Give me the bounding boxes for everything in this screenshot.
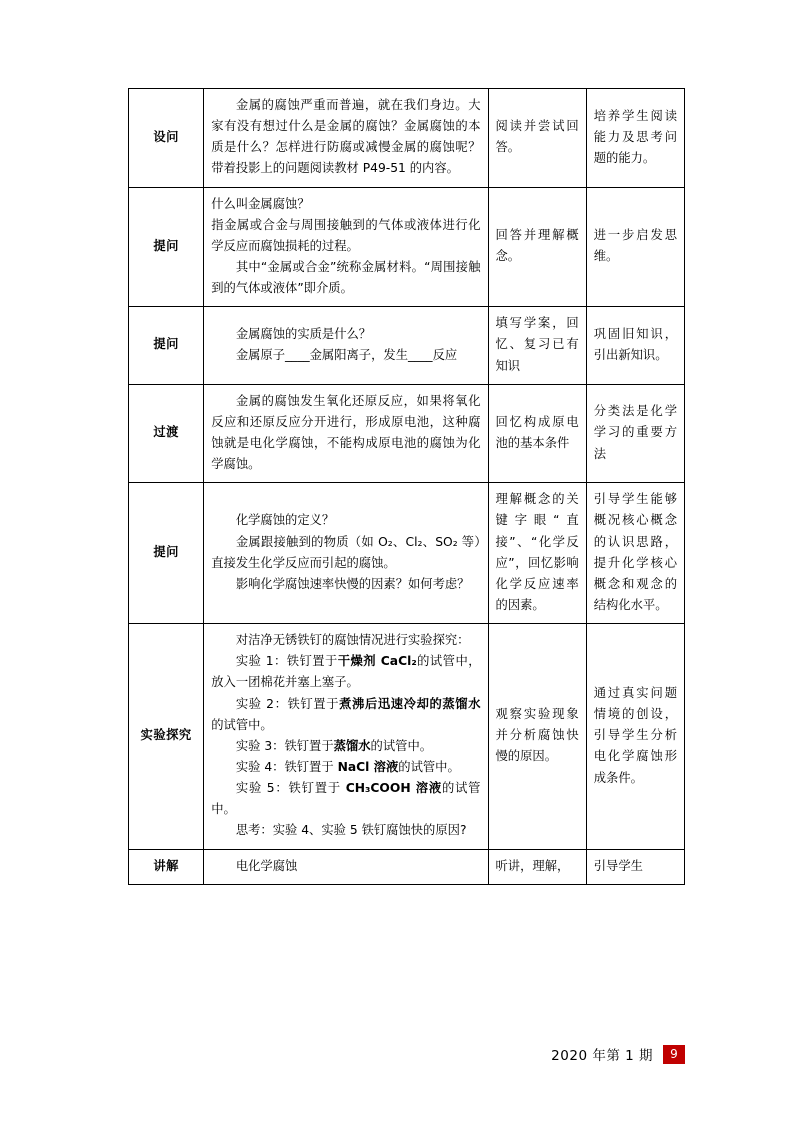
table-row [129, 849, 685, 884]
content-cell [204, 307, 488, 384]
content-cell [204, 624, 488, 849]
table-row [129, 483, 685, 624]
content-paragraph: 金属腐蚀的实质是什么？ [235, 326, 372, 341]
design-intent-cell [586, 187, 684, 307]
content-paragraph-experiment-4: 实验 4：铁钉置于 NaCl 溶液的试管中。 [235, 759, 460, 774]
content-paragraph-experiment-3: 实验 3：铁钉置于蒸馏水的试管中。 [235, 738, 433, 753]
student-activity-cell [488, 307, 586, 384]
content-paragraph: 电化学腐蚀 [235, 858, 298, 873]
content-cell [204, 89, 488, 188]
lesson-plan-table [128, 88, 685, 885]
design-intent-cell [586, 384, 684, 483]
stage-cell: 提问 [129, 307, 204, 384]
table-row [129, 187, 685, 307]
content-paragraph-question: 思考：实验 4、实验 5 铁钉腐蚀快的原因? [235, 823, 467, 838]
table-body [129, 89, 685, 885]
design-intent-cell [586, 483, 684, 624]
design-intent-text: 培养学生阅读能力及思考问题的能力。 [593, 108, 677, 165]
content-cell [204, 187, 488, 307]
content-paragraph: 金属原子____金属阳离子，发生____反应 [235, 347, 458, 362]
student-activity-text: 回忆构成原电池的基本条件 [495, 414, 579, 450]
stage-cell: 提问 [129, 187, 204, 307]
issue-label: 2020 年第 1 期 [551, 1048, 653, 1064]
student-activity-cell [488, 483, 586, 624]
table-row [129, 89, 685, 188]
student-activity-cell [488, 849, 586, 884]
student-activity-cell [488, 187, 586, 307]
design-intent-cell [586, 849, 684, 884]
design-intent-text: 进一步启发思维。 [593, 228, 677, 264]
design-intent-text: 引导学生 [593, 858, 643, 873]
stage-cell: 提问 [129, 483, 204, 624]
content-paragraph: 金属跟接触到的物质（如 O₂、Cl₂、SO₂ 等）直接发生化学反应而引起的腐蚀。 [211, 534, 481, 570]
content-paragraph: 影响化学腐蚀速率快慢的因素？如何考虑？ [235, 576, 470, 591]
content-paragraph-experiment-1: 实验 1：铁钉置于干燥剂 CaCl₂的试管中，放入一团棉花并塞上塞子。 [211, 654, 481, 690]
student-activity-text: 理解概念的关键字眼“直接”、“化学反应”，回忆影响化学反应速率的因素。 [495, 492, 579, 612]
design-intent-text: 引导学生能够概况核心概念的认识思路，提升化学核心概念和观念的结构化水平。 [593, 492, 677, 612]
student-activity-cell [488, 89, 586, 188]
stage-cell: 设问 [129, 89, 204, 188]
content-paragraph: 其中“金属或合金”统称金属材料。“周围接触到的气体或液体”即介质。 [211, 259, 481, 296]
table-row [129, 624, 685, 849]
table-row [129, 384, 685, 483]
content-paragraph-experiment-5: 实验 5：铁钉置于 CH₃COOH 溶液的试管中。 [211, 781, 481, 817]
stage-cell: 实验探究 [129, 624, 204, 849]
design-intent-cell [586, 89, 684, 188]
content-paragraph: 指金属或合金与周围接触到的气体或液体进行化学反应而腐蚀损耗的过程。 [211, 217, 481, 253]
student-activity-cell [488, 384, 586, 483]
content-cell [204, 849, 488, 884]
student-activity-text: 观察实验现象并分析腐蚀快慢的原因。 [495, 707, 579, 764]
student-activity-text: 回答并理解概念。 [495, 228, 579, 264]
content-paragraph: 什么叫金属腐蚀？ [211, 196, 310, 211]
table-row [129, 307, 685, 384]
design-intent-text: 分类法是化学学习的重要方法 [593, 404, 677, 461]
content-paragraph: 金属的腐蚀发生氧化还原反应，如果将氧化反应和还原反应分开进行，形成原电池，这种腐蚀就是电化学腐蚀，不能构成原电池的腐蚀为化学腐蚀。 [211, 393, 481, 472]
design-intent-cell [586, 624, 684, 849]
content-paragraph: 化学腐蚀的定义？ [235, 513, 335, 528]
content-paragraph-experiment-2: 实验 2：铁钉置于煮沸后迅速冷却的蒸馏水的试管中。 [211, 696, 481, 732]
stage-cell: 过渡 [129, 384, 204, 483]
page-number-badge: 9 [663, 1045, 685, 1064]
content-cell [204, 483, 488, 624]
student-activity-text: 填写学案，回忆、复习已有知识 [495, 316, 579, 373]
stage-cell: 讲解 [129, 849, 204, 884]
design-intent-cell [586, 307, 684, 384]
page-footer [0, 1044, 793, 1064]
content-paragraph: 对洁净无锈铁钉的腐蚀情况进行实验探究： [235, 633, 470, 648]
student-activity-text: 听讲，理解， [495, 858, 570, 873]
design-intent-text: 通过真实问题情境的创设，引导学生分析电化学腐蚀形成条件。 [593, 685, 677, 785]
student-activity-cell [488, 624, 586, 849]
content-cell [204, 384, 488, 483]
design-intent-text: 巩固旧知识，引出新知识。 [593, 326, 677, 362]
content-paragraph: 金属的腐蚀严重而普遍，就在我们身边。大家有没有想过什么是金属的腐蚀？金属腐蚀的本质是什么？怎样进行防腐或减慢金属的腐蚀呢？带着投影上的问题阅读教材 P49-51 的内容。 [211, 98, 481, 176]
student-activity-text: 阅读并尝试回答。 [495, 119, 579, 155]
